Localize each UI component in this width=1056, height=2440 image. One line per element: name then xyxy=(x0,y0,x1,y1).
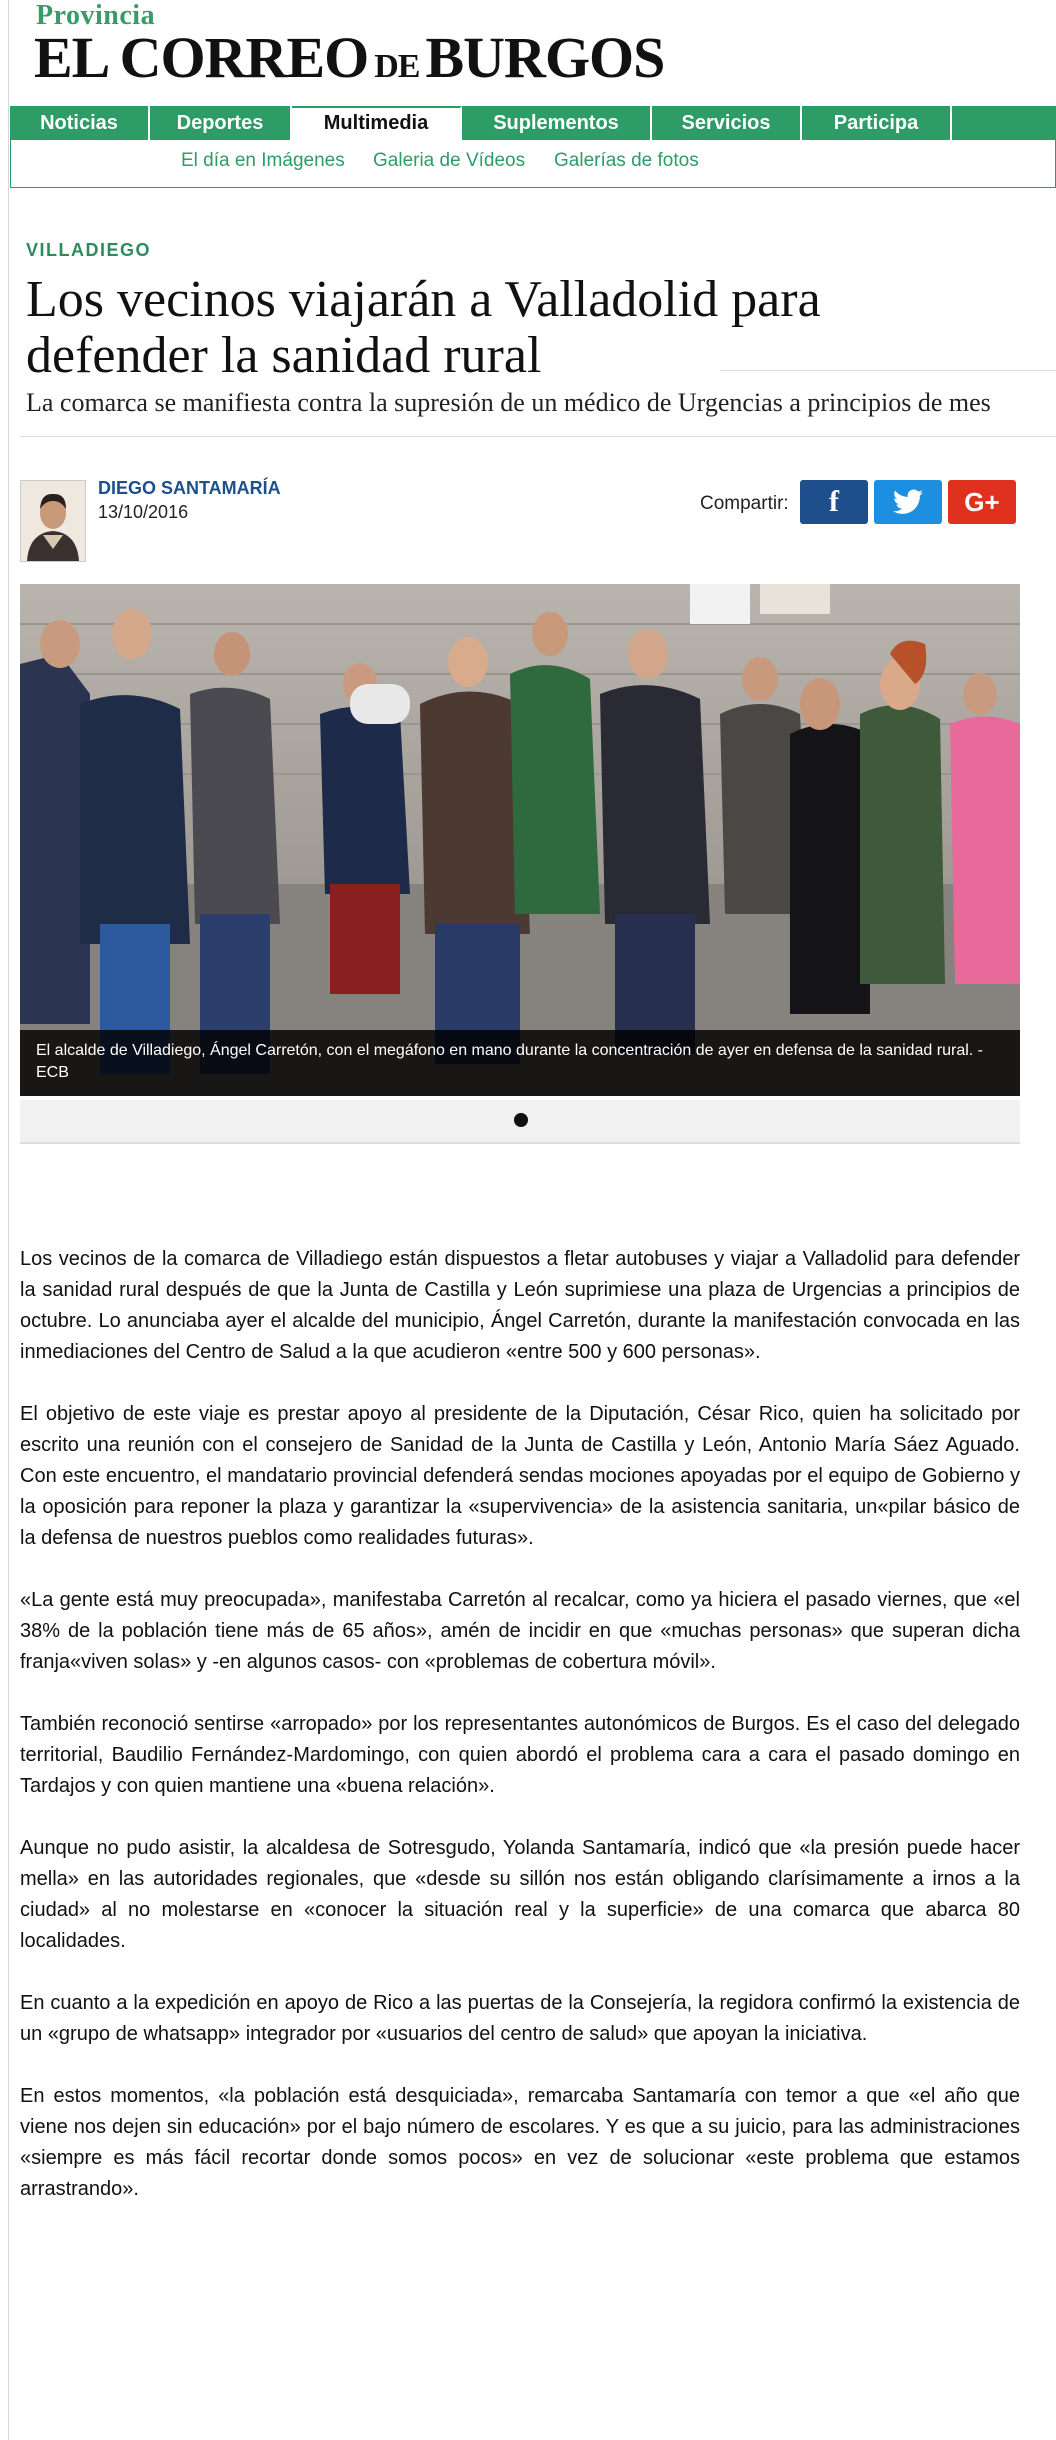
facebook-share-button[interactable] xyxy=(800,480,868,524)
share-label: Compartir: xyxy=(700,493,789,514)
title-divider xyxy=(720,370,1056,371)
subtitle-divider xyxy=(20,436,1056,437)
subnav-item-galerias-fotos[interactable]: Galerías de fotos xyxy=(554,150,699,171)
googleplus-share-button[interactable] xyxy=(948,480,1016,524)
nav-item-servicios[interactable]: Servicios xyxy=(652,106,802,140)
nav-item-multimedia[interactable]: Multimedia xyxy=(292,106,462,140)
nav-item-noticias[interactable]: Noticias xyxy=(10,106,150,140)
nav-item-participa[interactable]: Participa xyxy=(802,106,952,140)
logo-text-de: DE xyxy=(374,48,420,85)
article-paragraph: «La gente está muy preocupada», manifestaba Carretón al recalcar, como ya hiciera el pasado viernes, que «el 38% de la población tiene más de 65 años», amén de incidir en que «muchas personas» que superan dicha franja«viven solas» y -en algunos casos- con «problemas de cobertura móvil». xyxy=(20,1589,1020,1673)
subnav-item-dia-imagenes[interactable]: El día en Imágenes xyxy=(181,150,345,171)
photo-caption-bar xyxy=(20,1030,1020,1096)
article-paragraph: También reconoció sentirse «arropado» por los representantes autonómicos de Burgos. Es el caso del delegado territorial, Baudilio Fernández-Mardomingo, con quien abordó el problema cara a cara el pasado domingo en Tardajos y con quien mantiene una «buena relación». xyxy=(20,1713,1020,1797)
gallery-pagination xyxy=(20,1100,1020,1144)
article-title: Los vecinos viajarán a Valladolid para defender la sanidad rural xyxy=(26,271,821,384)
main-nav xyxy=(10,106,1056,140)
sub-nav xyxy=(10,140,1056,188)
logo-text-1: EL CORREO xyxy=(34,25,369,90)
author-avatar xyxy=(20,480,86,562)
protest-crowd-image xyxy=(20,584,1020,1096)
logo-text-2: BURGOS xyxy=(425,25,665,90)
article-paragraph: Aunque no pudo asistir, la alcaldesa de Sotresgudo, Yolanda Santamaría, indicó que «la presión puede hacer mella» en las autoridades regionales, que «desde su sillón nos están obligando clarísimamente a irnos a la ciudad» al no molestarse en «conocer la situación real y la superficie» de una comarca que abarca 80 localidades. xyxy=(20,1837,1020,1952)
site-logo[interactable] xyxy=(34,26,664,99)
facebook-icon: f xyxy=(829,485,839,518)
author-name[interactable]: DIEGO SANTAMARÍA xyxy=(98,478,281,498)
twitter-bird-icon xyxy=(893,489,923,515)
article-body xyxy=(20,1244,1020,2236)
gallery-dot-active[interactable] xyxy=(514,1113,528,1127)
article-paragraph: El objetivo de este viaje es prestar apoyo al presidente de la Diputación, César Rico, quien ha solicitado por escrito una reunión con el consejero de Sanidad de la Junta de Castilla y León, Antonio María Sáez Aguado. Con este encuentro, el mandatario provincial defenderá sendas mociones apoyadas por el equipo de Gobierno y la oposición para reponer la plaza y garantizar la «supervivencia» de la asistencia sanitaria, un«pilar básico de la defensa de nuestros pueblos como realidades futuras». xyxy=(20,1403,1020,1549)
article-paragraph: En cuanto a la expedición en apoyo de Rico a las puertas de la Consejería, la regidora confirmó la existencia de un «grupo de whatsapp» integrador por «usuarios del centro de salud» que apoyan la iniciativa. xyxy=(20,1992,1020,2045)
article-subtitle: La comarca se manifiesta contra la supresión de un médico de Urgencias a principios de mes xyxy=(26,388,991,417)
article-paragraph: Los vecinos de la comarca de Villadiego están dispuestos a fletar autobuses y viajar a Valladolid para defender la sanidad rural después de que la Junta de Castilla y León suprimiese una plaza de Urgencias a principios de octubre. Lo anunciaba ayer el alcalde del municipio, Ángel Carretón, durante la manifestación convocada en las inmediaciones del Centro de Salud a la que acudieron «entre 500 y 600 personas». xyxy=(20,1248,1020,1363)
publish-date: 13/10/2016 xyxy=(98,502,189,522)
edition-label: Provincia xyxy=(36,0,156,31)
twitter-share-button[interactable] xyxy=(874,480,942,524)
article-paragraph: En estos momentos, «la población está desquiciada», remarcaba Santamaría con temor a que «el año que viene nos dejen sin educación» por el bajo número de escolares. Y es que a su juicio, para las administraciones «siempre es más fácil recortar donde somos pocos» en vez de solucionar «este problema que estamos arrastrando». xyxy=(20,2085,1020,2200)
nav-item-suplementos[interactable]: Suplementos xyxy=(462,106,652,140)
google-plus-icon: G+ xyxy=(964,487,1000,517)
nav-item-deportes[interactable]: Deportes xyxy=(150,106,292,140)
article-photo[interactable] xyxy=(20,584,1020,1096)
section-kicker[interactable]: VILLADIEGO xyxy=(26,240,152,260)
subnav-item-galeria-videos[interactable]: Galeria de Vídeos xyxy=(373,150,526,171)
photo-caption: El alcalde de Villadiego, Ángel Carretón, con el megáfono en mano durante la concentración de ayer en defensa de la sanidad rural. - ECB xyxy=(36,1042,983,1081)
